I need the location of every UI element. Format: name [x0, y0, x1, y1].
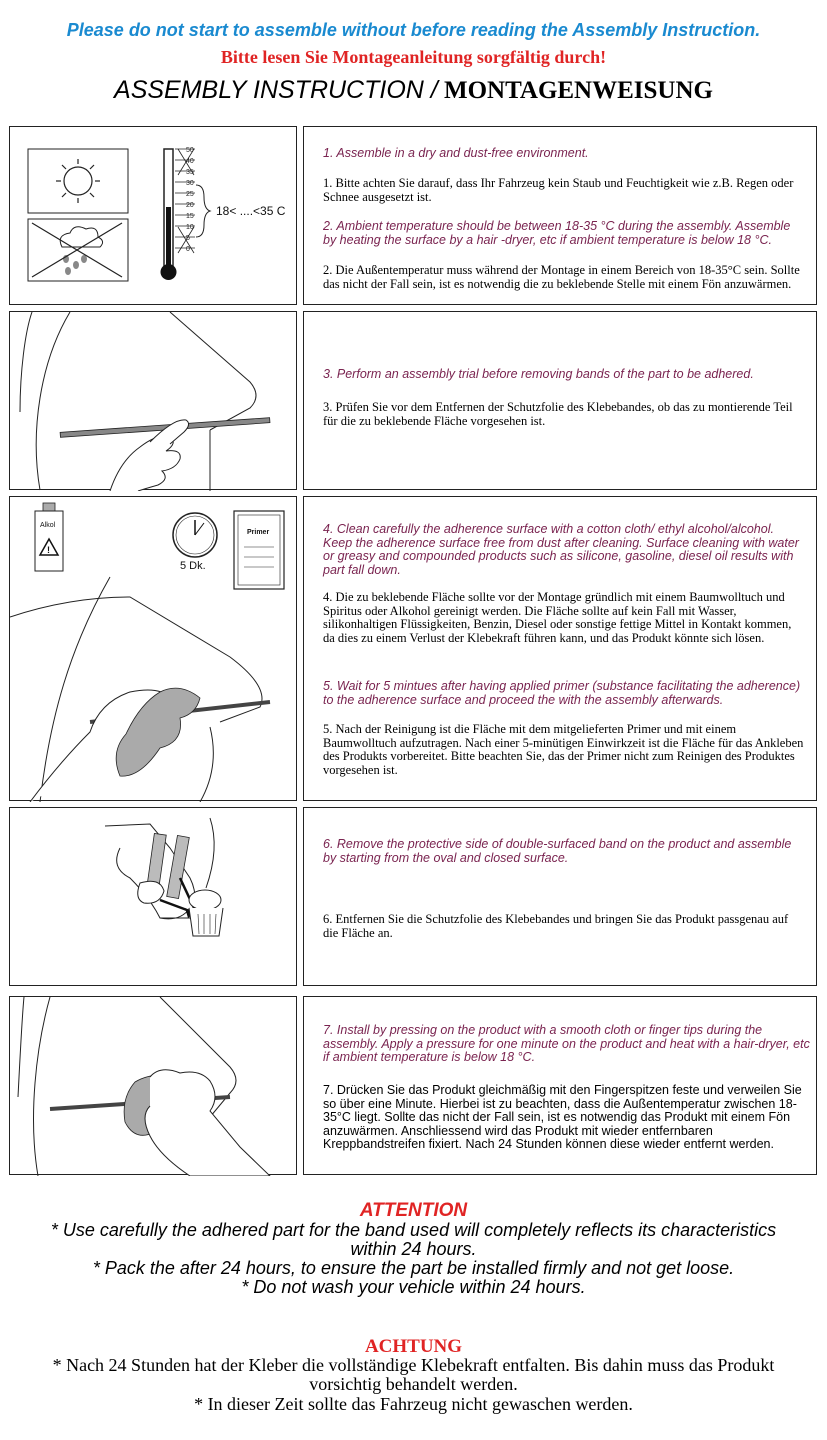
scale-tick: 25 [186, 191, 194, 198]
step-4-figure [9, 496, 297, 801]
step-3-de: 3. Prüfen Sie vor dem Entfernen der Schutzfolie des Klebebandes, ob das zu montierende Teil für die zu beklebende Fläche vorgesehen ist. [323, 400, 793, 428]
step-6-de: 6. Entfernen Sie die Schutzfolie des Klebebandes und bringen Sie das Produkt passgenau auf die Fläche an. [323, 912, 789, 940]
step-2-en: 2. Ambient temperature should be between 18-35 °C during the assembly. Assemble by heating the surface by a hair -dryer, etc if ambient temperature is below 18 °C. [323, 219, 791, 247]
step-6-figure [9, 807, 297, 986]
peel-band-illustration [10, 808, 298, 987]
step-5-de: 5. Nach der Reinigung ist die Fläche mit dem mitgelieferten Primer und mit einem Baumwolltuch aufzutragen. Nach einer 5-minütigen Einwirkzeit ist die Fläche für das Ankleben des Produkts vorbereitet. Bitte beachten Sie, das der Primer nicht zum Reinigen des Produktes vorgesehen ist. [323, 722, 804, 777]
scale-tick: 10 [186, 224, 194, 231]
scale-tick: 15 [186, 213, 194, 220]
step-3-figure [9, 311, 297, 490]
warning-de: Bitte lesen Sie Montageanleitung sorgfältig durch! [220, 47, 607, 67]
step-4-en: 4. Clean carefully the adherence surface with a cotton cloth/ ethyl alcohol/alcohol. Keep the adherence surface free from dust after cleaning. Surface cleaning with water or greasy and compounded products such as silicone, gasoline, diesel oil results with part fall down. [323, 522, 799, 577]
scale-tick: 50 [186, 147, 194, 154]
step-1-figure [9, 126, 297, 305]
scale-tick: 5 [186, 235, 190, 242]
title-en: ASSEMBLY INSTRUCTION / [114, 76, 438, 104]
achtung-title: ACHTUNG [364, 1336, 463, 1357]
step-4-de: 4. Die zu beklebende Fläche sollte vor der Montage gründlich mit einem Baumwolltuch und Spiritus oder Alkohol gereinigt werden. Die Fläche sollte auf kein Fall mit Wasser, silikonhaltigen Flüssigkeiten, Benzin, Diesel oder sonstige fettige Mittel in Kontakt kommen, da dies zu einem Verlust der Klebekraft führen kann, und das Produkt könnte sich lösen. [323, 590, 792, 645]
step-1-text [303, 126, 817, 305]
alcohol-bottle-icon [35, 503, 63, 571]
alkol-label: Alkol [40, 522, 56, 529]
window-trial-illustration [10, 312, 298, 491]
step-1-en: 1. Assemble in a dry and dust-free environment. [323, 146, 589, 160]
cleaning-illustration [10, 577, 270, 802]
timer-label: 5 Dk. [180, 560, 206, 572]
step-7-en: 7. Install by pressing on the product with a smooth cloth or finger tips during the assembly. Apply a pressure for one minute on the product and heat with a hair-dryer, etc if ambient temperature is below 18 °C. [323, 1023, 810, 1064]
primer-label: Primer [247, 529, 270, 536]
attention-line-2: * Pack the after 24 hours, to ensure the part be installed firmly and not get loose. [92, 1258, 735, 1278]
scale-tick: 35 [186, 169, 194, 176]
step-3-en: 3. Perform an assembly trial before removing bands of the part to be adhered. [323, 367, 754, 381]
step-7-figure [9, 996, 297, 1175]
temperature-range: 18< ....<35 C [216, 204, 286, 218]
step-7-text [303, 996, 817, 1175]
attention-title: ATTENTION [359, 1200, 468, 1221]
step-5-en: 5. Wait for 5 mintues after having applied primer (substance facilitating the adherence) to the adherence surface and proceed the with the assembly afterwards. [323, 679, 801, 707]
step-1-de: 1. Bitte achten Sie darauf, dass Ihr Fahrzeug kein Staub und Feuchtigkeit wie z.B. Regen oder Schnee ausgesetzt ist. [323, 176, 794, 204]
primer-sheet-icon [234, 511, 284, 589]
achtung-line-2: * In dieser Zeit sollte das Fahrzeug nicht gewaschen werden. [194, 1394, 633, 1414]
step-4-text [303, 496, 817, 801]
svg-text:!: ! [47, 545, 50, 555]
scale-tick: 40 [186, 158, 194, 165]
achtung-line-1: * Nach 24 Stunden hat der Kleber die vollständige Klebekraft entfalten. Bis dahin muss das Produkt vorsichtig behandelt werden. [52, 1355, 775, 1394]
clock-icon [173, 513, 217, 572]
attention-line-1: * Use carefully the adhered part for the band used will completely reflects its characteristics within 24 hours. [50, 1220, 777, 1259]
scale-tick: 30 [186, 180, 194, 187]
title-de: MONTAGENWEISUNG [443, 77, 713, 104]
scale-tick: 0 [186, 246, 190, 253]
page-title [0, 76, 827, 105]
attention-line-3: * Do not wash your vehicle within 24 hours. [241, 1277, 586, 1297]
step-6-text [303, 807, 817, 986]
step-3-text [303, 311, 817, 490]
step-6-en: 6. Remove the protective side of double-surfaced band on the product and assemble by starting from the oval and closed surface. [323, 837, 792, 865]
step-7-de: 7. Drücken Sie das Produkt gleichmäßig mit den Fingerspitzen feste und verweilen Sie so über eine Minute. Hierbei ist zu beachten, dass die Außentemperatur zwischen 18-35°C liegt. Sollte das nicht der Fall sein, ist es notwendig das Produkt mit einem Fön anzuwärmen. Anschliessend wird das Produkt mit wieder entfernbaren Kreppbandstreifen fixiert. Nach 24 Stunden können diese wieder entfernt werden. [323, 1083, 802, 1151]
sun-icon [28, 149, 128, 213]
scale-tick: 20 [186, 202, 194, 209]
rain-crossed-icon [28, 219, 128, 281]
press-install-illustration [10, 997, 298, 1176]
warning-en: Please do not start to assemble without before reading the Assembly Instruction. [66, 20, 761, 40]
step-2-de: 2. Die Außentemperatur muss während der Montage in einem Bereich von 18-35°C sein. Sollte das nicht der Fall sein, ist es notwendig die zu beklebende Stelle mit einem Fön anzuwärmen. [323, 263, 800, 291]
